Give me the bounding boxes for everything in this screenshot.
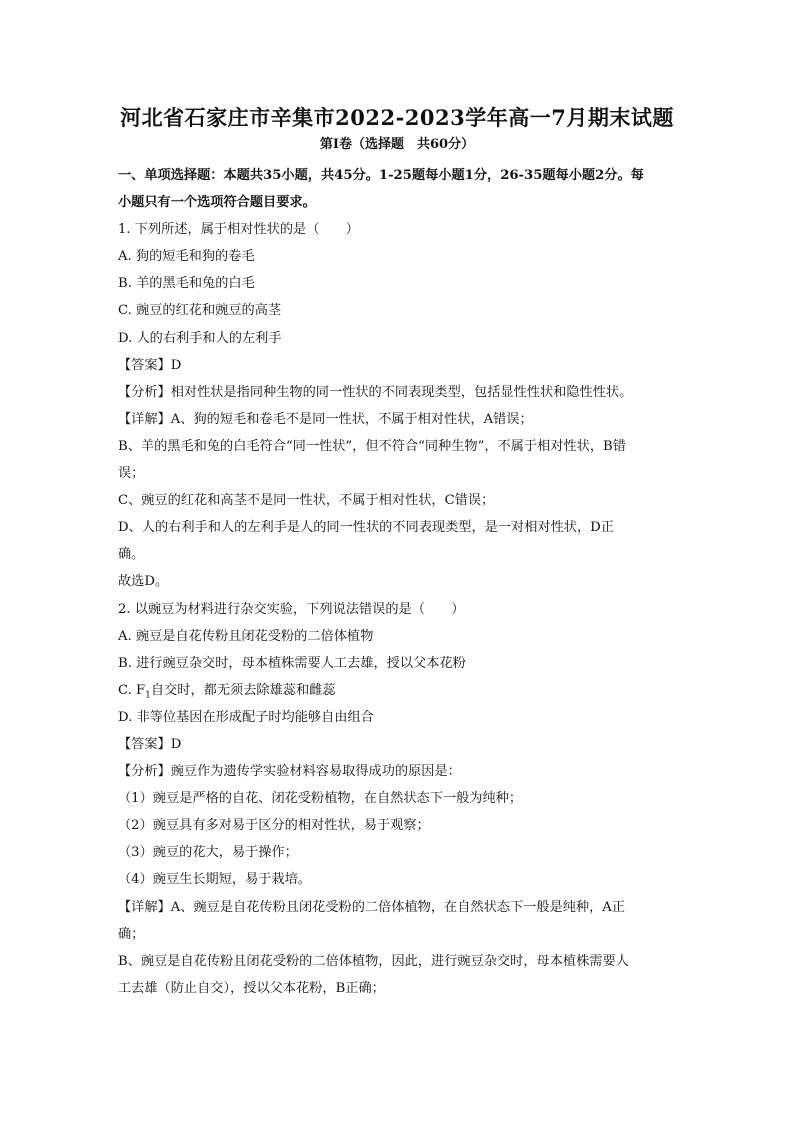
detail-line: B、豌豆是自花传粉且闭花受粉的二倍体植物，因此，进行豌豆杂交时，母本植株需要人 — [118, 953, 629, 969]
question-option: B. 进行豌豆杂交时，母本植株需要人工去雄，授以父本花粉 — [118, 655, 466, 671]
analysis-line: （4）豌豆生长期短，易于栽培。 — [118, 872, 312, 888]
detail-line: 确； — [118, 926, 145, 942]
document-body — [118, 162, 678, 1002]
question-option: D. 人的右利手和人的左利手 — [118, 330, 282, 346]
detail-line: 【详解】A、豌豆是自花传粉且闭花受粉的二倍体植物，在自然状态下一般是纯种，A正 — [118, 899, 625, 915]
detail-line: C、豌豆的红花和高茎不是同一性状，不属于相对性状，C错误； — [118, 493, 495, 509]
detail-line: B、羊的黑毛和兔的白毛符合“同一性状”，但不符合“同种生物”，不属于相对性状，B错 — [118, 438, 626, 454]
question-option: A. 狗的短毛和狗的卷毛 — [118, 249, 255, 265]
detail-line: 确。 — [118, 547, 145, 563]
detail-line: 工去雄（防止自交），授以父本花粉，B正确； — [118, 980, 385, 996]
option-c-subscript: 1 — [145, 690, 151, 701]
answer-line: 【答案】D — [118, 736, 182, 752]
question-stem: 2. 以豌豆为材料进行杂交实验，下列说法错误的是（ ） — [118, 601, 465, 617]
analysis-line: （3）豌豆的花大，易于操作； — [118, 845, 298, 861]
document-title: 河北省石家庄市辛集市2022-2023学年高一7月期末试题 — [120, 105, 674, 130]
question-option: B. 羊的黑毛和兔的白毛 — [118, 276, 255, 292]
detail-line: 误； — [118, 466, 145, 482]
section-subtitle: 第I卷（选择题 共60分） — [319, 137, 475, 152]
option-c-suffix: 自交时，都无须去除雄蕊和雌蕊 — [150, 682, 336, 698]
question-option — [118, 677, 678, 704]
analysis-line: 【分析】相对性状是指同种生物的同一性状的不同表现类型，包括显性性状和隐性性状。 — [118, 384, 633, 400]
section-heading-line: 一、单项选择题：本题共35小题，共45分。1-25题每小题1分，26-35题每小题2分。每 — [118, 168, 644, 183]
question-stem: 1. 下列所述，属于相对性状的是（ ） — [118, 222, 359, 238]
detail-line: 【详解】A、狗的短毛和卷毛不是同一性状，不属于相对性状，A错误； — [118, 411, 533, 427]
question-option: C. 豌豆的红花和豌豆的高茎 — [118, 303, 282, 319]
analysis-line: （2）豌豆具有多对易于区分的相对性状，易于观察； — [118, 818, 430, 834]
detail-line: D、人的右利手和人的左利手是人的同一性状的不同表现类型，是一对相对性状，D正 — [118, 520, 614, 536]
conclusion-line: 故选D。 — [118, 574, 169, 590]
answer-line: 【答案】D — [118, 357, 182, 373]
question-option: A. 豌豆是自花传粉且闭花受粉的二倍体植物 — [118, 628, 374, 644]
option-c-prefix: C. F — [118, 682, 146, 698]
question-option: D. 非等位基因在形成配子时均能够自由组合 — [118, 709, 374, 725]
analysis-line: 【分析】豌豆作为遗传学实验材料容易取得成功的原因是： — [118, 764, 461, 780]
analysis-line: （1）豌豆是严格的自花、闭花受粉植物，在自然状态下一般为纯种； — [118, 791, 523, 807]
section-heading-line: 小题只有一个选项符合题目要求。 — [118, 195, 316, 211]
